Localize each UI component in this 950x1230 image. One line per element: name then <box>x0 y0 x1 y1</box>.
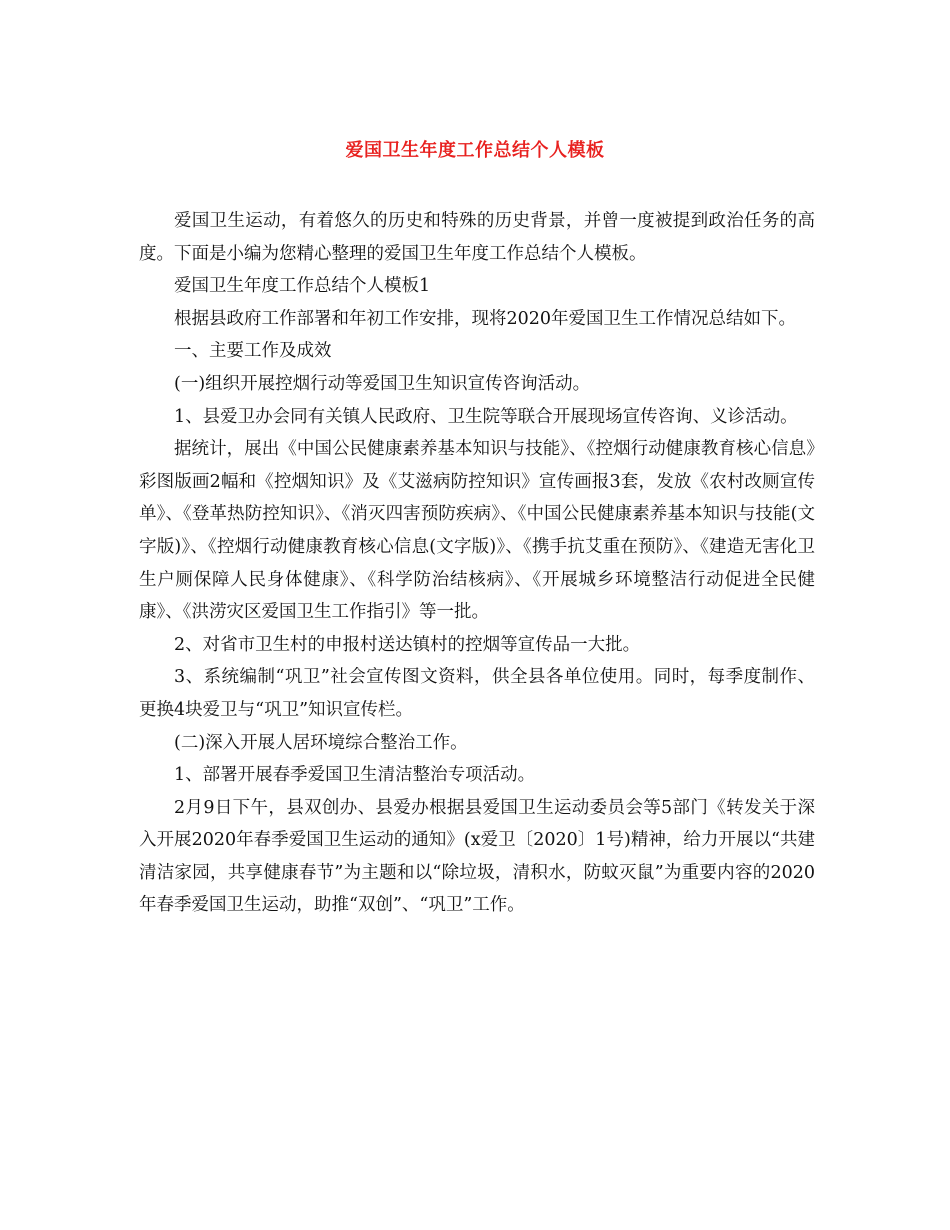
document-body <box>139 205 815 922</box>
document-title: 爱国卫生年度工作总结个人模板 <box>345 140 605 161</box>
paragraph: (一)组织开展控烟行动等爱国卫生知识宣传咨询活动。 <box>174 373 591 394</box>
paragraph: 爱国卫生运动，有着悠久的历史和特殊的历史背景，并曾一度被提到政治任务的高度。下面是小编为您精心整理的爱国卫生年度工作总结个人模板。 <box>139 211 815 264</box>
paragraph: 3、系统编制“巩卫”社会宣传图文资料，供全县各单位使用。同时，每季度制作、更换4块爱卫与“巩卫”知识宣传栏。 <box>139 667 815 720</box>
paragraph: 2月9日下午，县双创办、县爱办根据县爱国卫生运动委员会等5部门《转发关于深入开展2020年春季爱国卫生运动的通知》(x爱卫〔2020〕1号)精神，给力开展以“共建清洁家园，共享健康春节”为主题和以“除垃圾，清积水，防蚊灭鼠”为重要内容的2020年春季爱国卫生运动，助推“双创”、“巩卫”工作。 <box>139 797 815 916</box>
paragraph: 根据县政府工作部署和年初工作安排，现将2020年爱国卫生工作情况总结如下。 <box>174 308 797 329</box>
paragraph: 2、对省市卫生村的申报村送达镇村的控烟等宣传品一大批。 <box>174 634 641 655</box>
paragraph: 一、主要工作及成效 <box>174 341 332 362</box>
paragraph: (二)深入开展人居环境综合整治工作。 <box>174 732 468 753</box>
paragraph: 据统计，展出《中国公民健康素养基本知识与技能》、《控烟行动健康教育核心信息》彩图版画2幅和《控烟知识》及《艾滋病防控知识》宣传画报3套，发放《农村改厕宣传单》、《登革热防控知识》、《消灭四害预防疾病》、《中国公民健康素养基本知识与技能(文字版)》、《控烟行动健康教育核心信息(文字版)》、《携手抗艾重在预防》、《建造无害化卫生户厕保障人民身体健康》、《科学防治结核病》、《开展城乡环境整洁行动促进全民健康》、《洪涝灾区爱国卫生工作指引》等一批。 <box>139 439 815 623</box>
paragraph: 爱国卫生年度工作总结个人模板1 <box>174 276 431 297</box>
paragraph: 1、县爱卫办会同有关镇人民政府、卫生院等联合开展现场宣传咨询、义诊活动。 <box>174 406 798 427</box>
paragraph: 1、部署开展春季爱国卫生清洁整治专项活动。 <box>174 765 536 786</box>
